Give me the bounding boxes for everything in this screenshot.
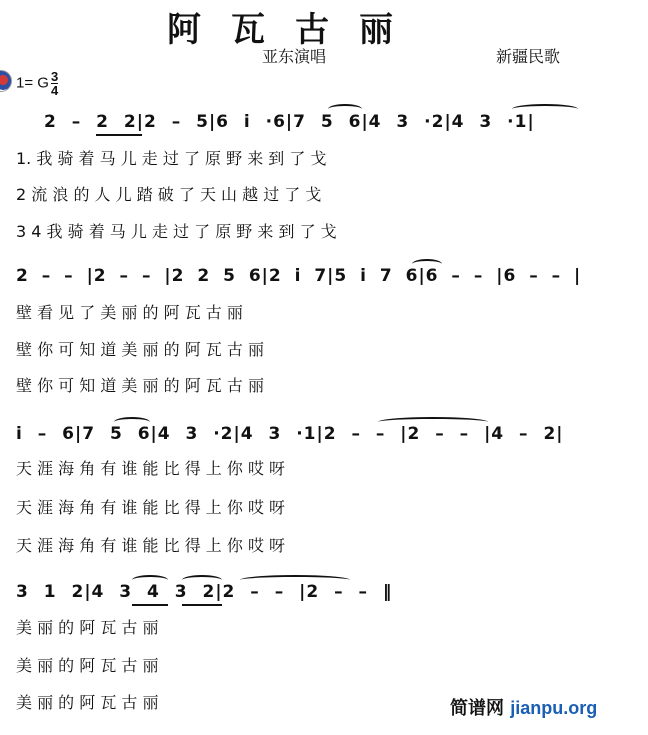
watermark-en: jianpu.org bbox=[510, 698, 598, 718]
key-text: 1= G bbox=[16, 74, 49, 92]
lyric-line-2-2: 壁 你 可 知 道 美 丽 的 阿 瓦 古 丽 bbox=[16, 340, 264, 359]
lyric-line-3-3: 天 涯 海 角 有 谁 能 比 得 上 你 哎 呀 bbox=[16, 536, 286, 555]
notation-line-1: 2 – 2 2|2 – 5|6 i ·6|7 5 6|4 3 ·2|4 3 ·1| bbox=[44, 112, 535, 132]
slur-mark bbox=[182, 575, 222, 585]
lyric-line-3-1: 天 涯 海 角 有 谁 能 比 得 上 你 哎 呀 bbox=[16, 459, 286, 478]
lyric-line-1-1: 1. 我 骑 着 马 儿 走 过 了 原 野 来 到 了 戈 bbox=[16, 149, 327, 168]
slur-mark bbox=[412, 259, 442, 269]
lyric-line-4-1: 美 丽 的 阿 瓦 古 丽 bbox=[16, 618, 159, 637]
singer-credit: 亚东演唱 bbox=[262, 47, 327, 66]
beam-mark bbox=[182, 604, 222, 606]
notation-line-3: i – 6|7 5 6|4 3 ·2|4 3 ·1|2 – – |2 – – |4 – 2| bbox=[16, 424, 564, 444]
time-signature: $\frac{3}{4}$ bbox=[50, 69, 59, 98]
beam-mark bbox=[96, 134, 142, 136]
slur-mark bbox=[132, 575, 168, 585]
lyric-line-2-3: 壁 你 可 知 道 美 丽 的 阿 瓦 古 丽 bbox=[16, 376, 264, 395]
slur-mark bbox=[378, 417, 488, 427]
logo-icon bbox=[0, 70, 12, 92]
lyric-line-1-3: 3 4 我 骑 着 马 儿 走 过 了 原 野 来 到 了 戈 bbox=[16, 222, 337, 241]
lyric-line-2-1: 壁 看 见 了 美 丽 的 阿 瓦 古 丽 bbox=[16, 303, 243, 322]
lyric-line-1-2: 2 流 浪 的 人 儿 踏 破 了 天 山 越 过 了 戈 bbox=[16, 185, 322, 204]
beam-mark bbox=[132, 604, 168, 606]
slur-mark bbox=[240, 575, 350, 585]
lyric-line-3-2: 天 涯 海 角 有 谁 能 比 得 上 你 哎 呀 bbox=[16, 498, 286, 517]
watermark-cn: 简谱网 bbox=[450, 698, 504, 719]
key-signature bbox=[16, 70, 58, 97]
origin-credit: 新疆民歌 bbox=[496, 47, 561, 66]
song-title: 阿瓦古丽 bbox=[167, 10, 423, 50]
lyric-line-4-3: 美 丽 的 阿 瓦 古 丽 bbox=[16, 693, 159, 712]
notation-line-2: 2 – – |2 – – |2 2 5 6|2 i 7|5 i 7 6|6 – – |6 – – | bbox=[16, 266, 582, 286]
slur-mark bbox=[328, 104, 362, 114]
slur-mark bbox=[114, 417, 150, 427]
slur-mark bbox=[512, 104, 578, 114]
lyric-line-4-2: 美 丽 的 阿 瓦 古 丽 bbox=[16, 656, 159, 675]
notation-line-4: 3 1 2|4 3 4 3 2|2 – – |2 – – ‖ bbox=[16, 582, 393, 602]
site-watermark bbox=[450, 694, 597, 720]
